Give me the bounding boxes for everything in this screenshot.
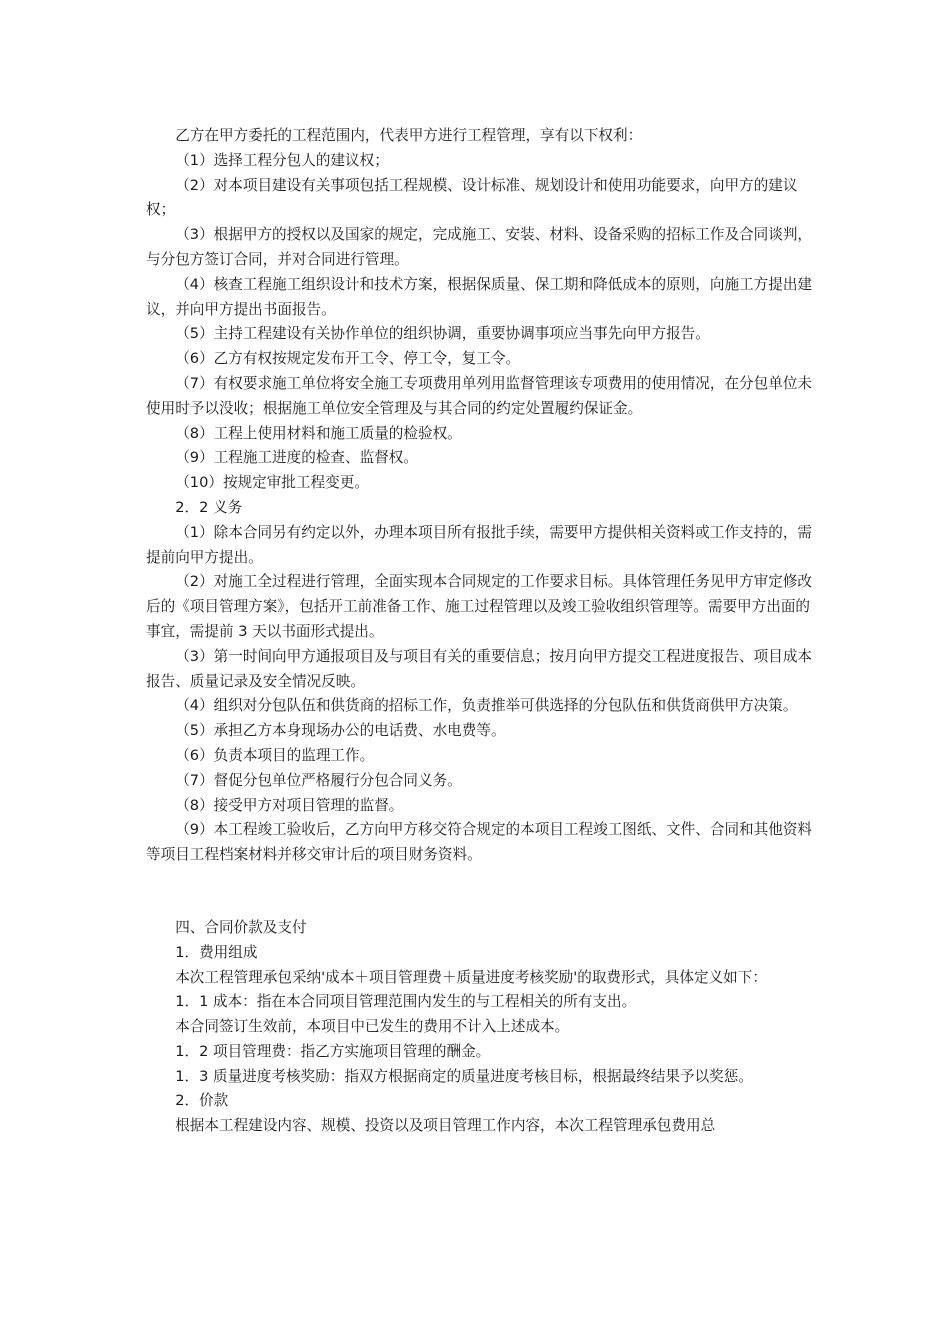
duties-item-7: （7）督促分包单位严格履行分包合同义务。 — [175, 771, 462, 789]
cost-definition: 1．1 成本：指在本合同项目管理范围内发生的与工程相关的所有支出。 — [175, 993, 637, 1011]
rights-item-10: （10）按规定审批工程变更。 — [175, 474, 369, 492]
price-subheading: 2．价款 — [175, 1092, 229, 1110]
duties-item-2: （2）对施工全过程进行管理，全面实现本合同规定的工作要求目标。具体管理任务见甲方审定修改后的《项目管理方案》，包括开工前准备工作、施工过程管理以及竣工验收组织管理等。需要甲方出面的事宜，需提前 3 天以书面形式提出。 — [146, 573, 813, 640]
duties-item-5: （5）承担乙方本身现场办公的电话费、水电费等。 — [175, 722, 506, 740]
management-fee-definition: 1．2 项目管理费：指乙方实施项目管理的酬金。 — [175, 1042, 491, 1060]
duties-item-9: （9）本工程竣工验收后，乙方向甲方移交符合规定的本项目工程竣工图纸、文件、合同和其他资料等项目工程档案材料并移交审计后的项目财务资料。 — [146, 821, 813, 864]
document-page — [146, 124, 814, 1139]
fee-composition-heading: 1．费用组成 — [175, 943, 258, 961]
rights-item-3: （3）根据甲方的授权以及国家的规定，完成施工、安装、材料、设备采购的招标工作及合同谈判，与分包方签订合同，并对合同进行管理。 — [146, 226, 813, 268]
rights-item-4: （4）核查工程施工组织设计和技术方案，根据保质量、保工期和降低成本的原则，向施工方提出建议，并向甲方提出书面报告。 — [146, 275, 813, 318]
duties-item-6: （6）负责本项目的监理工作。 — [175, 746, 375, 764]
rights-item-6: （6）乙方有权按规定发布开工令、停工令，复工令。 — [175, 350, 521, 368]
fee-form-paragraph: 本次工程管理承包采纳'成本＋项目管理费＋质量进度考核奖励'的取费形式，具体定义如下： — [175, 968, 767, 986]
section-spacer — [146, 868, 814, 916]
duties-item-3: （3）第一时间向甲方通报项目及与项目有关的重要信息；按月向甲方提交工程进度报告、项目成本报告、质量记录及安全情况反映。 — [146, 647, 813, 690]
rights-item-8: （8）工程上使用材料和施工质量的检验权。 — [175, 424, 462, 442]
cost-exclusion: 本合同签订生效前，本项目中已发生的费用不计入上述成本。 — [175, 1018, 570, 1036]
rights-item-1: （1）选择工程分包人的建议权； — [175, 151, 389, 169]
rights-item-5: （5）主持工程建设有关协作单位的组织协调，重要协调事项应当事先向甲方报告。 — [175, 325, 710, 343]
bonus-definition: 1．3 质量进度考核奖励：指双方根据商定的质量进度考核目标，根据最终结果予以奖惩。 — [175, 1067, 753, 1085]
rights-item-9: （9）工程施工进度的检查、监督权。 — [175, 449, 418, 467]
rights-item-7: （7）有权要求施工单位将安全施工专项费用单列用监督管理该专项费用的使用情况，在分包单位未使用时予以没收；根据施工单位安全管理及与其合同的约定处置履约保证金。 — [146, 374, 813, 417]
duties-item-4: （4）组织对分包队伍和供货商的招标工作，负责推举可供选择的分包队伍和供货商供甲方决策。 — [175, 697, 798, 715]
price-heading: 四、合同价款及支付 — [175, 918, 307, 936]
duties-item-8: （8）接受甲方对项目管理的监督。 — [175, 796, 404, 814]
duties-heading: 2．2 义务 — [175, 498, 243, 516]
rights-intro: 乙方在甲方委托的工程范围内，代表甲方进行工程管理，享有以下权利： — [175, 127, 643, 144]
rights-item-2: （2）对本项目建设有关事项包括工程规模、设计标准、规划设计和使用功能要求，向甲方的建议权； — [146, 176, 798, 219]
price-paragraph: 根据本工程建设内容、规模、投资以及项目管理工作内容，本次工程管理承包费用总 — [175, 1117, 716, 1135]
duties-item-1: （1）除本合同另有约定以外，办理本项目所有报批手续，需要甲方提供相关资料或工作支持的，需提前向甲方提出。 — [146, 523, 813, 566]
